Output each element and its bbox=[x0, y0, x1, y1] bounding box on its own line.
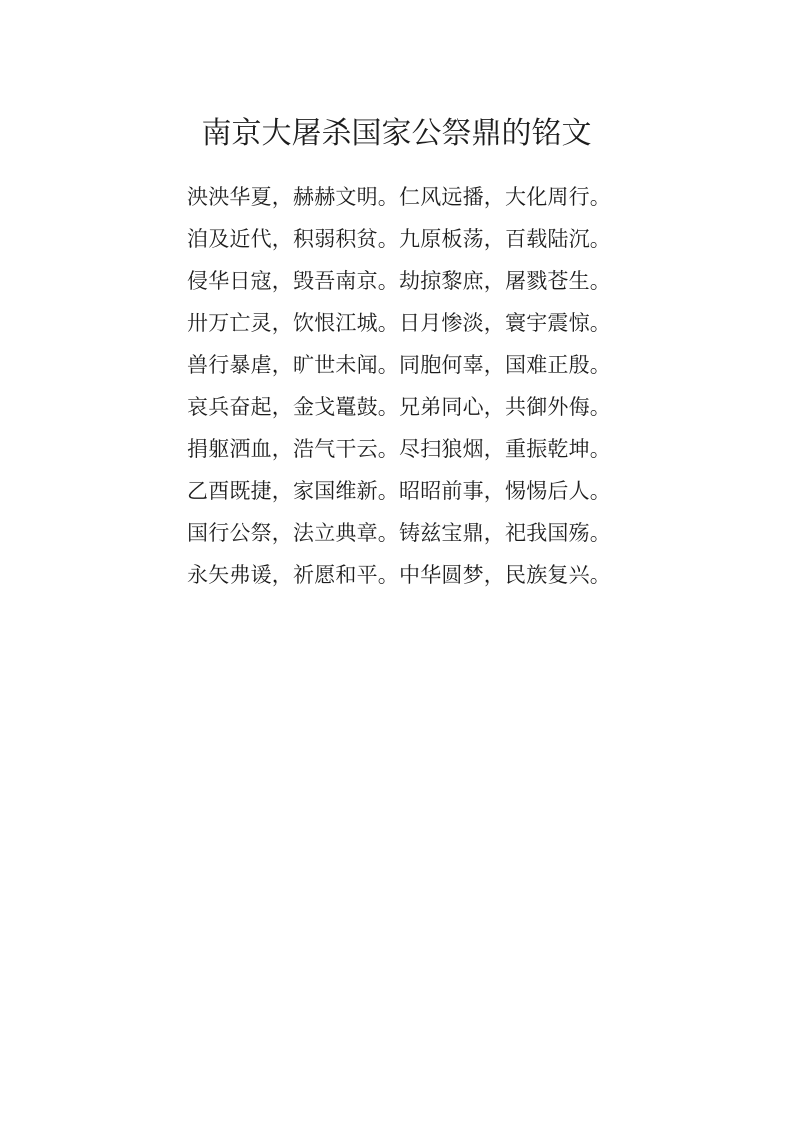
inscription-line: 泱泱华夏，赫赫文明。仁风远播，大化周行。 bbox=[187, 185, 611, 209]
inscription-line: 国行公祭，法立典章。铸兹宝鼎，祀我国殇。 bbox=[187, 521, 611, 545]
inscription-line: 哀兵奋起，金戈鼍鼓。兄弟同心，共御外侮。 bbox=[187, 395, 611, 419]
inscription-line: 乙酉既捷，家国维新。昭昭前事，惕惕后人。 bbox=[187, 479, 611, 503]
inscription-line: 洎及近代，积弱积贫。九原板荡，百载陆沉。 bbox=[187, 227, 611, 251]
inscription-line: 卅万亡灵，饮恨江城。日月惨淡，寰宇震惊。 bbox=[187, 311, 611, 335]
inscription-line: 侵华日寇，毁吾南京。劫掠黎庶，屠戮苍生。 bbox=[187, 269, 611, 293]
inscription-line: 兽行暴虐，旷世未闻。同胞何辜，国难正殷。 bbox=[187, 353, 611, 377]
inscription-line: 捐躯洒血，浩气干云。尽扫狼烟，重振乾坤。 bbox=[187, 437, 611, 461]
inscription-line: 永矢弗谖，祈愿和平。中华圆梦，民族复兴。 bbox=[187, 563, 611, 587]
document-title: 南京大屠杀国家公祭鼎的铭文 bbox=[201, 117, 592, 151]
inscription-body bbox=[187, 176, 611, 596]
